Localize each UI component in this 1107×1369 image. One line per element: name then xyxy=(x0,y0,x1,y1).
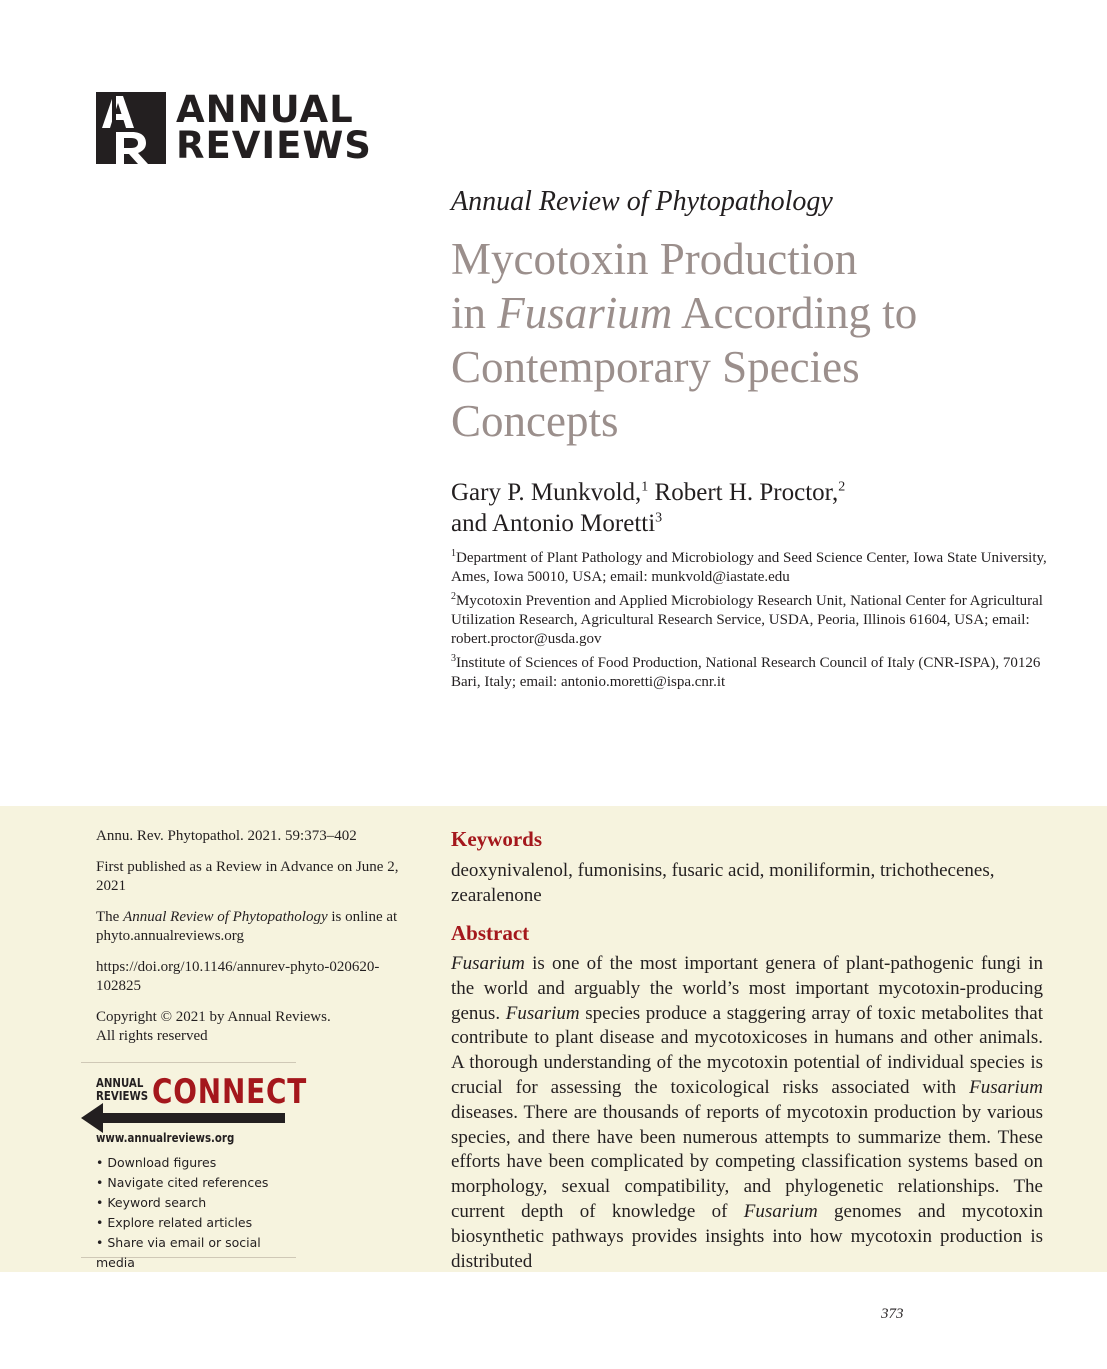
connect-small-line-1: ANNUAL xyxy=(96,1076,144,1090)
affiliation-2-text: Mycotoxin Prevention and Applied Microbiology Research Unit, National Center for Agricultural Utilization Research, Agricultural Research Service, USDA, Peoria, Illinois 61604, USA; email: robert.proctor@usda.gov xyxy=(451,593,1043,647)
affiliation-1-num: 1 xyxy=(451,548,456,559)
keywords-heading: Keywords xyxy=(451,827,542,851)
connect-feature-item: • Explore related articles xyxy=(96,1215,253,1230)
abstract-part-1: is one of the most important genera of plant-pathogenic fungi in the world and arguably the world’s most important mycotoxin-producing genus. xyxy=(451,953,1043,1024)
author-2-affil: 2 xyxy=(838,479,846,495)
author-moretti: and Antonio Moretti xyxy=(451,510,656,537)
connect-wordmark: CONNECT xyxy=(152,1072,308,1112)
author-1-affil: 1 xyxy=(641,479,649,495)
title-line-3: Contemporary Species xyxy=(451,342,860,392)
connect-feature-item: • Keyword search xyxy=(96,1195,207,1210)
online-journal: Annual Review of Phytopathology xyxy=(123,909,328,925)
abstract-genus-3: Fusarium xyxy=(969,1076,1043,1098)
left-arrow-icon xyxy=(81,1101,291,1135)
abstract-part-2: species produce a staggering array of toxic metabolites that contribute to plant disease and mycotoxicoses in humans and other animals. A thorough understanding of the mycotoxin potential of individual species is crucial for assessing the toxicological risks associated with xyxy=(451,1002,1044,1098)
title-line-2-suffix: According to xyxy=(672,288,918,338)
affiliation-2 xyxy=(451,592,1051,649)
abstract-genus-2: Fusarium xyxy=(505,1002,580,1024)
abstract-part-4: genomes and mycotoxin biosynthetic pathways provides insights into how mycotoxin production is distributed xyxy=(451,1200,1043,1272)
connect-url[interactable]: www.annualreviews.org xyxy=(96,1131,235,1145)
online-prefix: The xyxy=(96,909,124,925)
affiliation-1 xyxy=(451,549,1051,587)
title-line-2-prefix: in xyxy=(451,288,498,338)
abstract-text xyxy=(451,952,1043,1274)
ar-logo-mark xyxy=(96,92,166,164)
affiliation-3-text: Institute of Sciences of Food Production, National Research Council of Italy (CNR-ISPA), 70126 Bari, Italy; email: antonio.moretti@ispa.cnr.it xyxy=(451,655,1041,690)
affiliation-1-text: Department of Plant Pathology and Microbiology and Seed Science Center, Iowa State University, Ames, Iowa 50010, USA; email: munkvold@iastate.edu xyxy=(451,550,1047,585)
connect-feature-list xyxy=(96,1153,296,1273)
logo-word-reviews: REVIEWS xyxy=(176,124,372,167)
logo-word-annual: ANNUAL xyxy=(176,88,354,131)
title-line-4: Concepts xyxy=(451,396,619,446)
connect-feature-item: • Download figures xyxy=(96,1155,217,1170)
connect-small-logo xyxy=(96,1077,148,1103)
affiliation-3-num: 3 xyxy=(451,653,456,664)
doi-link[interactable]: https://doi.org/10.1146/annurev-phyto-020620-102825 xyxy=(96,959,380,994)
abstract-heading: Abstract xyxy=(451,921,530,945)
journal-name: Annual Review of Phytopathology xyxy=(451,186,833,217)
abstract-part-3: diseases. There are thousands of reports of mycotoxin production by various species, and there have been numerous attempts to summarize them. These efforts have been complicated by competing classification systems based on morphology, sexual compatibility, and phylogenetic relationships. The current depth of knowledge of xyxy=(451,1101,1043,1222)
rights-line: All rights reserved xyxy=(96,1028,208,1044)
online-suffix: is online at phyto.annualreviews.org xyxy=(96,909,398,944)
annual-reviews-connect-box xyxy=(81,1062,308,1270)
online-notice xyxy=(96,908,406,946)
author-munkvold: Gary P. Munkvold, xyxy=(451,479,642,506)
affiliation-2-num: 2 xyxy=(451,591,456,602)
title-line-1: Mycotoxin Production xyxy=(451,234,858,284)
title-genus: Fusarium xyxy=(497,288,673,338)
abstract-genus-1: Fusarium xyxy=(451,953,525,974)
article-metadata xyxy=(96,827,406,1058)
keywords-abstract xyxy=(451,826,1043,1274)
abstract-genus-4: Fusarium xyxy=(743,1200,818,1222)
copyright xyxy=(96,1008,406,1046)
author-proctor: Robert H. Proctor, xyxy=(648,479,839,506)
affiliations xyxy=(451,549,1051,697)
author-list xyxy=(451,477,1011,539)
keywords-text: deoxynivalenol, fumonisins, fusaric acid, moniliformin, trichothecenes, zearalenone xyxy=(451,860,995,906)
annual-reviews-logo xyxy=(96,88,376,167)
citation: Annu. Rev. Phytopathol. 2021. 59:373–402 xyxy=(96,828,357,844)
connect-feature-item: • Navigate cited references xyxy=(96,1175,269,1190)
author-3-affil: 3 xyxy=(655,510,663,526)
connect-small-line-2: REVIEWS xyxy=(96,1089,149,1103)
copyright-line: Copyright © 2021 by Annual Reviews. xyxy=(96,1009,331,1025)
connect-feature-item: • Share via email or social media xyxy=(96,1235,261,1270)
affiliation-3 xyxy=(451,654,1051,692)
first-published: First published as a Review in Advance on June 2, 2021 xyxy=(96,859,399,894)
article-title xyxy=(451,232,1011,448)
page-number: 373 xyxy=(881,1306,904,1322)
